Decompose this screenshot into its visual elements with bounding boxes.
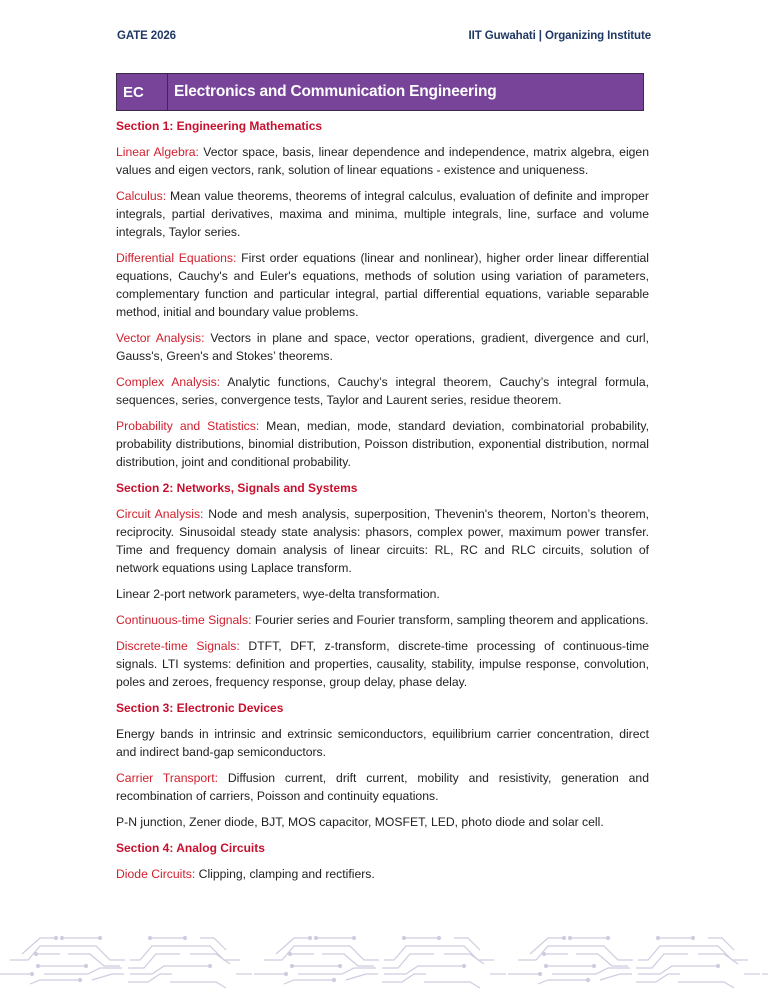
topic-text: Analytic functions, Cauchy’s integral theorem, Cauchy’s integral formula, sequences, series, convergence tests, Taylor and Laurent series, residue theorem.: [116, 375, 649, 407]
topic-text: Vectors in plane and space, vector operations, gradient, divergence and curl, Gauss's, Green's and Stokes’ theorems.: [116, 331, 649, 363]
header-institute: IIT Guwahati | Organizing Institute: [468, 30, 651, 42]
topic-paragraph: [116, 769, 649, 805]
section-heading: Section 2: Networks, Signals and Systems: [116, 481, 358, 495]
topic-paragraph: [116, 417, 649, 471]
section-heading: Section 4: Analog Circuits: [116, 841, 265, 855]
section-heading: Section 1: Engineering Mathematics: [116, 119, 323, 133]
topic-text: Clipping, clamping and rectifiers.: [195, 867, 375, 881]
syllabus-content: [116, 117, 649, 891]
topic-paragraph: [116, 249, 649, 321]
paper-banner: [116, 73, 644, 111]
topic-label: Continuous-time Signals:: [116, 613, 252, 627]
topic-text: DTFT, DFT, z-transform, discrete-time processing of continuous-time signals. LTI systems: definition and properties, causality, stability, impulse response, convolution, poles and zeroes, frequency response, group delay, phase delay.: [116, 639, 649, 689]
topic-text: Mean value theorems, theorems of integral calculus, evaluation of definite and improper integrals, partial derivatives, maxima and minima, multiple integrals, line, surface and volume integrals, Taylor series.: [116, 189, 649, 239]
paper-title: Electronics and Communication Engineering: [174, 83, 497, 100]
topic-label: Differential Equations:: [116, 251, 237, 265]
topic-paragraph: [116, 373, 649, 409]
section-1: [116, 117, 649, 471]
section-3: [116, 699, 649, 831]
topic-text: Mean, median, mode, standard deviation, combinatorial probability, probability distributions, binomial distribution, Poisson distribution, exponential distribution, normal distribution, joint and conditional probability.: [116, 419, 649, 469]
topic-paragraph: [116, 187, 649, 241]
topic-paragraph: [116, 329, 649, 365]
topic-paragraph: [116, 611, 649, 629]
header-exam-title: GATE 2026: [117, 30, 176, 42]
topic-label: Circuit Analysis:: [116, 507, 204, 521]
paper-code: EC: [117, 74, 168, 110]
topic-label: Calculus:: [116, 189, 167, 203]
topic-label: Discrete-time Signals:: [116, 639, 240, 653]
topic-text: Fourier series and Fourier transform, sampling theorem and applications.: [251, 613, 649, 627]
topic-label: Probability and Statistics:: [116, 419, 260, 433]
topic-paragraph: [116, 865, 649, 883]
topic-label: Linear Algebra:: [116, 145, 199, 159]
topic-label: Carrier Transport:: [116, 771, 218, 785]
topic-paragraph: [116, 725, 649, 761]
topic-label: Vector Analysis:: [116, 331, 205, 345]
circuit-trace-decoration-icon: [0, 924, 768, 994]
topic-text: Node and mesh analysis, superposition, Thevenin's theorem, Norton’s theorem, reciprocity. Sinusoidal steady state analysis: phasors, complex power, maximum power transfer. Time and frequency domain analysis of linear circuits: RL, RC and RLC circuits, solution of network equations using Laplace transform.: [116, 507, 650, 575]
topic-text: Energy bands in intrinsic and extrinsic semiconductors, equilibrium carrier concentration, direct and indirect band-gap semiconductors.: [116, 727, 649, 759]
topic-label: Diode Circuits:: [116, 867, 196, 881]
page-header: [117, 30, 651, 42]
topic-paragraph: [116, 585, 649, 603]
topic-text: P-N junction, Zener diode, BJT, MOS capacitor, MOSFET, LED, photo diode and solar cell.: [116, 815, 604, 829]
section-2: [116, 479, 649, 691]
topic-text: First order equations (linear and nonlinear), higher order linear differential equations, Cauchy's and Euler's equations, methods of solution using variation of parameters, complementary function and particular integral, partial differential equations, variable separable method, initial and boundary value problems.: [116, 251, 650, 319]
section-4: [116, 839, 649, 883]
topic-label: Complex Analysis:: [116, 375, 221, 389]
section-heading: Section 3: Electronic Devices: [116, 701, 284, 715]
topic-paragraph: [116, 813, 649, 831]
topic-paragraph: [116, 637, 649, 691]
topic-text: Diffusion current, drift current, mobility and resistivity, generation and recombination of carriers, Poisson and continuity equations.: [116, 771, 649, 803]
topic-paragraph: [116, 143, 649, 179]
topic-text: Linear 2-port network parameters, wye-delta transformation.: [116, 587, 440, 601]
topic-paragraph: [116, 505, 649, 577]
topic-text: Vector space, basis, linear dependence and independence, matrix algebra, eigen values and eigen vectors, rank, solution of linear equations - existence and uniqueness.: [116, 145, 649, 177]
